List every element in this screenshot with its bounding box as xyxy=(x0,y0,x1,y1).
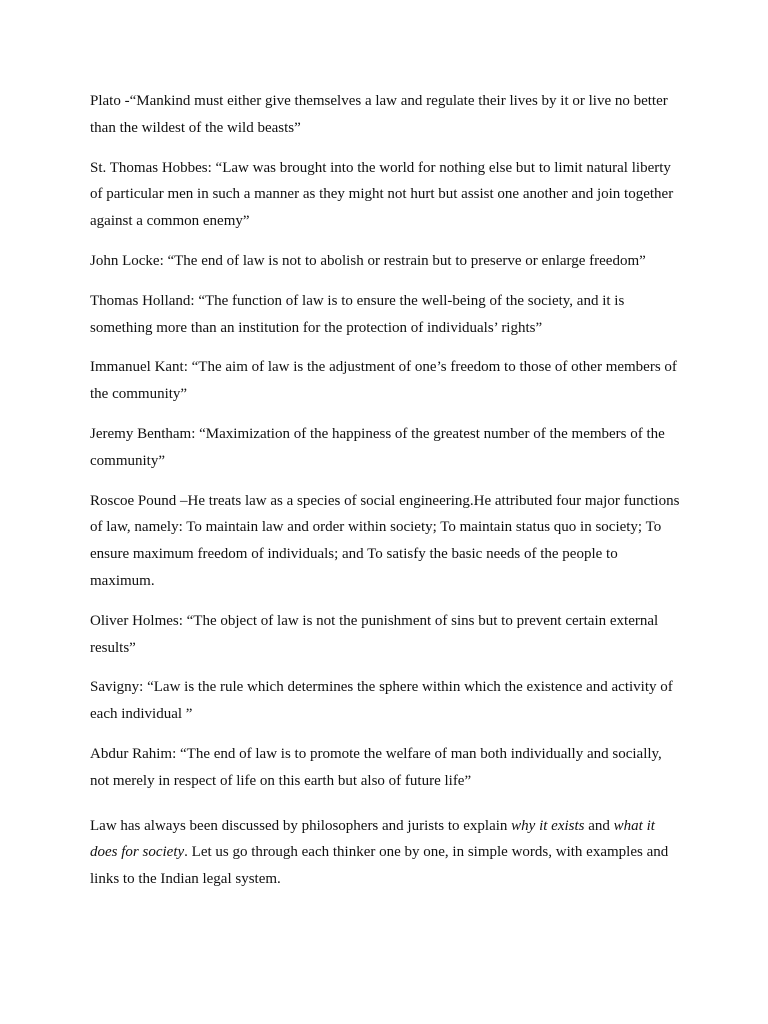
quote-rahim: Abdur Rahim: “The end of law is to promote the welfare of man both individually and socially, not merely in respect of life on this earth but also of future life” xyxy=(90,745,662,789)
quote-savigny: Savigny: “Law is the rule which determines the sphere within which the existence and activity of each individual ” xyxy=(90,679,673,723)
quote-pound: Roscoe Pound –He treats law as a species of social engineering.He attributed four major functions of law, namely: To maintain law and order within society; To maintain status quo in society; To ensure maximum freedom of individuals; and To satisfy the basic needs of the people to maximum. xyxy=(90,492,680,589)
quote-bentham: Jeremy Bentham: “Maximization of the happiness of the greatest number of the members of the community” xyxy=(90,425,665,469)
quote-locke: John Locke: “The end of law is not to abolish or restrain but to preserve or enlarge freedom” xyxy=(90,252,646,269)
closing-italic-1: why it exists xyxy=(511,817,585,834)
closing-text-1: Law has always been discussed by philosophers and jurists to explain xyxy=(90,817,512,834)
quote-kant: Immanuel Kant: “The aim of law is the adjustment of one’s freedom to those of other members of the community” xyxy=(90,359,677,403)
closing-italic-2: what it does for society xyxy=(90,817,655,861)
quote-hobbes: St. Thomas Hobbes: “Law was brought into the world for nothing else but to limit natural liberty of particular men in such a manner as they might not hurt but assist one another and join together against a common enemy” xyxy=(90,159,674,230)
closing-paragraph xyxy=(90,813,680,893)
closing-text-2: and xyxy=(584,817,614,834)
quote-holmes: Oliver Holmes: “The object of law is not the punishment of sins but to prevent certain external results” xyxy=(90,612,659,656)
quote-holland: Thomas Holland: “The function of law is to ensure the well-being of the society, and it is something more than an institution for the protection of individuals’ rights” xyxy=(90,292,625,336)
closing-text-3: . Let us go through each thinker one by one, in simple words, with examples and links to the Indian legal system. xyxy=(90,844,669,888)
quote-plato: Plato -“Mankind must either give themselves a law and regulate their lives by it or live no better than the wildest of the wild beasts” xyxy=(90,93,668,136)
